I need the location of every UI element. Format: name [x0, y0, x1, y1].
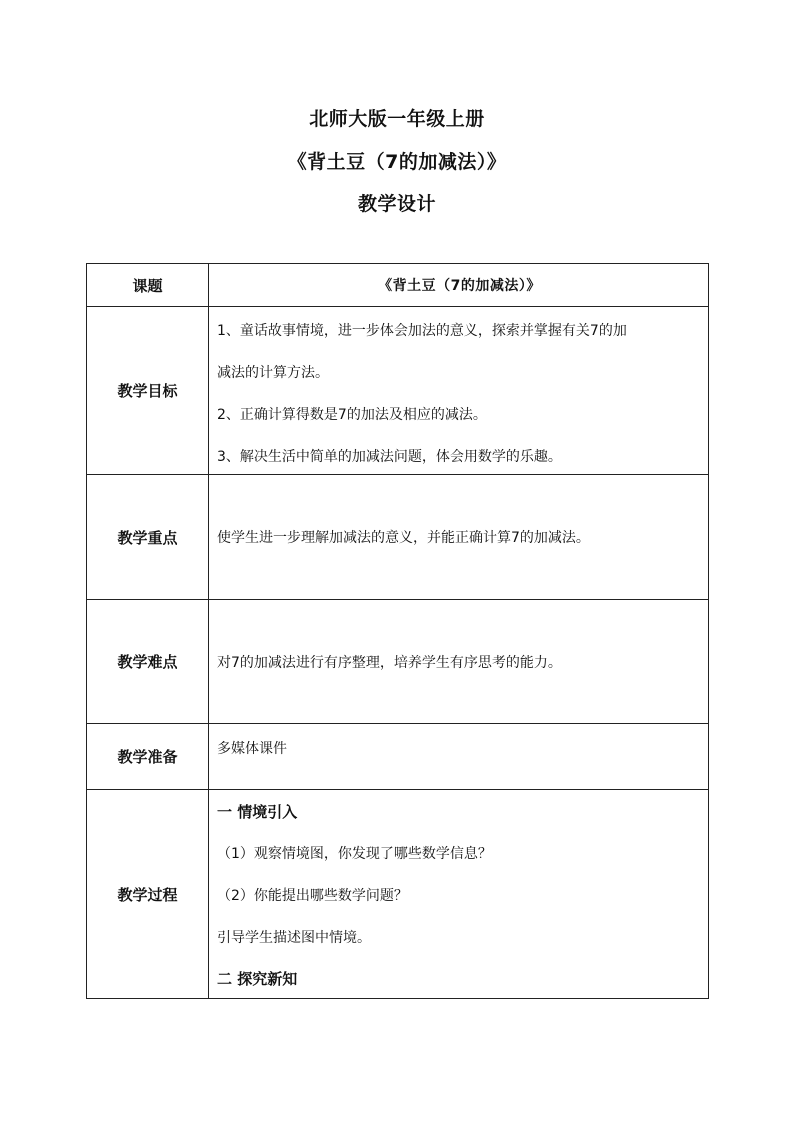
table-row-difficulties [87, 600, 709, 724]
table-row-topic [87, 264, 709, 307]
key-points-label: 教学重点 [87, 475, 209, 600]
topic-value: 《背土豆（7的加减法）》 [209, 264, 709, 307]
table-row-process [87, 790, 709, 999]
objective-item-3: 3、解决生活中简单的加减法问题，体会用数学的乐趣。 [217, 449, 562, 465]
table-row-preparation [87, 724, 709, 790]
preparation-label: 教学准备 [87, 724, 209, 790]
objectives-content [209, 307, 709, 475]
process-question-1: （1）观察情境图，你发现了哪些数学信息？ [217, 846, 492, 862]
topic-label: 课题 [87, 264, 209, 307]
difficulties-label: 教学难点 [87, 600, 209, 724]
process-section-2-heading: 二 探究新知 [217, 970, 298, 988]
process-content [209, 790, 709, 999]
table-row-key-points [87, 475, 709, 600]
lesson-title: 《背土豆（7的加减法）》 [287, 151, 507, 173]
process-question-2: （2）你能提出哪些数学问题？ [217, 888, 408, 904]
table-row-objectives [87, 307, 709, 475]
difficulties-value: 对7的加减法进行有序整理，培养学生有序思考的能力。 [209, 600, 709, 724]
objective-item-1b: 减法的计算方法。 [217, 365, 329, 381]
process-section-1-heading: 一 情境引入 [217, 803, 298, 821]
objective-item-2: 2、正确计算得数是7的加法及相应的减法。 [217, 407, 487, 423]
document-type-title: 教学设计 [357, 193, 436, 215]
textbook-edition-title: 北师大版一年级上册 [309, 108, 485, 130]
objectives-label: 教学目标 [87, 307, 209, 475]
lesson-plan-table [86, 263, 709, 999]
process-guidance: 引导学生描述图中情境。 [217, 930, 371, 946]
key-points-value: 使学生进一步理解加减法的意义，并能正确计算7的加减法。 [209, 475, 709, 600]
process-label: 教学过程 [87, 790, 209, 999]
objective-item-1a: 1、童话故事情境，进一步体会加法的意义，探索并掌握有关7的加 [217, 323, 627, 339]
preparation-value: 多媒体课件 [209, 724, 709, 790]
